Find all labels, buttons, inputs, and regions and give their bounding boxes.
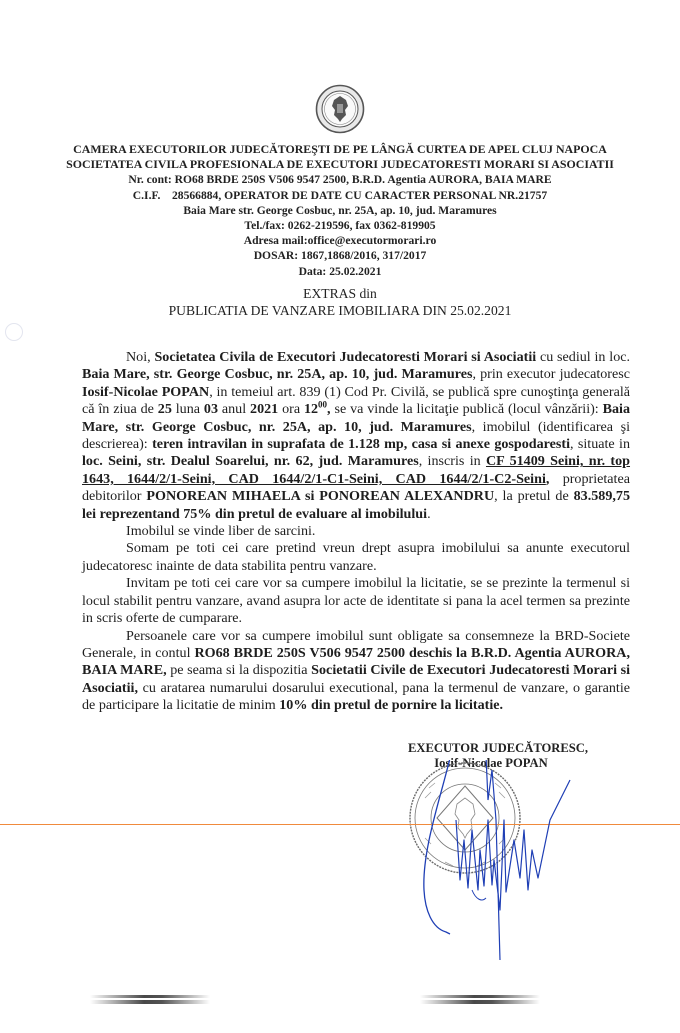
paragraph-summons: Somam pe toti cei care pretind vreun drept asupra imobilului sa anunte executorul judecatoresc inainte de data stabilita pentru vanzare. [82,540,630,574]
sale-day: 25 [157,401,172,418]
letterhead-account: Nr. cont: RO68 BRDE 250S V506 9547 2500, B.R.D. Agentia AURORA, BAIA MARE [128,173,552,187]
letterhead-case-number: DOSAR: 1867,1868/2016, 317/2017 [253,249,427,263]
letterhead-email: Adresa mail:office@executormorari.ro [243,234,437,248]
sale-minutes: 00 [318,399,328,410]
text: proprietatea debitorilor [82,470,630,505]
sale-location: Baia Mare, str. George Cosbuc, nr. 25A, ap. 10, jud. Maramures [82,401,631,435]
title-line-1: EXTRAS din [303,286,377,301]
paragraph-sale-notice [82,349,630,523]
paragraph-guarantee [82,628,630,715]
text: Noi, [126,349,155,365]
bold-text: Societatii Civile de Executori Judecatoresti Morari si Asociatii, [82,662,630,696]
signatory-name: Iosif-Nicolae POPAN [434,756,548,770]
bold-text: Iosif-Nicolae POPAN [82,383,210,400]
text: cu sediul in loc. [536,349,631,365]
property-description: teren intravilan in suprafata de 1.128 mp, casa si anexe gospodaresti [152,436,571,453]
text: , imobilul (identificarea şi descrierea): [82,418,630,453]
sale-year: 2021 [250,401,279,418]
scan-artifact [420,993,540,1033]
text: , in temeiul art. 839 (1) Cod Pr. Civilă, se publică spre cunoştinţa generală că în ziua de [82,383,631,418]
document-title [40,285,640,319]
bank-account: RO68 BRDE 250S V506 9547 2500 deschis la B.R.D. Agentia AURORA, BAIA MARE, [82,644,631,679]
property-address: loc. Seini, str. Dealul Soarelui, nr. 62, jud. Maramures [82,453,419,470]
letterhead-chamber: CAMERA EXECUTORILOR JUDECĂTOREŞTI DE PE LÂNGĂ CURTEA DE APEL CLUJ NAPOCA [73,142,607,156]
coat-of-arms-seal-icon [315,84,365,134]
document-body [82,349,630,715]
title-line-2: PUBLICATIA DE VANZARE IMOBILIARA DIN 25.02.2021 [168,303,512,318]
letterhead [40,142,640,279]
text: . [427,505,431,522]
sale-month: 03 [203,401,218,418]
text: luna [171,401,204,418]
sale-hour: 12 [303,401,319,418]
letterhead-phone: Tel./fax: 0262-219596, fax 0362-819905 [244,219,436,233]
debtor-names: PONOREAN MIHAELA si PONOREAN ALEXANDRU [146,488,495,505]
scan-artifact [90,993,210,1033]
bold-text: Baia Mare, str. George Cosbuc, nr. 25A, ap. 10, jud. Maramures [82,366,473,383]
signatory-title: EXECUTOR JUDECĂTORESC, [407,741,589,755]
text: , prin executor judecatoresc [472,366,630,383]
paragraph-encumbrance: Imobilul se vinde liber de sarcini. [126,523,316,540]
letterhead-date: Data: 25.02.2021 [298,264,382,278]
letterhead-address: Baia Mare str. George Cosbuc, nr. 25A, ap. 10, jud. Maramures [183,203,497,217]
bold-text: Societatea Civila de Executori Judecatoresti Morari si Asociatii [154,349,537,365]
letterhead-cif: C.I.F. 28566884, OPERATOR DE DATE CU CARACTER PERSONAL NR.21757 [132,188,548,202]
text: Persoanele care vor sa cumpere imobilul sunt obligate sa consemneze la BRD-Societe Generale, in contul [82,627,630,661]
letterhead-company: SOCIETATEA CIVILA PROFESIONALA DE EXECUTORI JUDECATORESTI MORARI SI ASOCIATII [66,157,614,172]
text: cu aratarea numarului dosarului executional, pana la termenul de vanzare, o garantie de participare la licitatie de minim [82,679,630,714]
text: se va vinde la licitaţie publică (locul vânzării): [330,401,603,418]
bold-text: , [545,470,550,487]
text: , inscris in [418,453,486,470]
text: ora [278,401,304,418]
paragraph-invitation: Invitam pe toti cei care vor sa cumpere imobilul la licitatie, se se prezinte la termenul si locul stabilit pentru vanzare, avand asupra lor acte de identitate si pana la acel termen sa prezinte in scris oferte de cumparare. [82,575,630,627]
text: , la pretul de [494,488,574,505]
sale-price: 83.589,75 lei reprezentand 75% din pretul de evaluare al imobilului [82,488,630,522]
bold-text: , [327,401,331,418]
text: pe seama si la dispozitia [166,662,312,679]
text: anul [217,401,251,418]
guarantee-amount: 10% din pretul de pornire la licitatie. [279,697,504,714]
punch-hole-mark [5,323,23,341]
text: , situate in [570,436,630,453]
handwritten-signature-icon [420,760,580,960]
land-registry-reference: CF 51409 Seini, nr. top 1643, 1644/2/1-Seini, CAD 1644/2/1-C1-Seini, CAD 1644/2/1-C2-Seini [82,453,631,487]
